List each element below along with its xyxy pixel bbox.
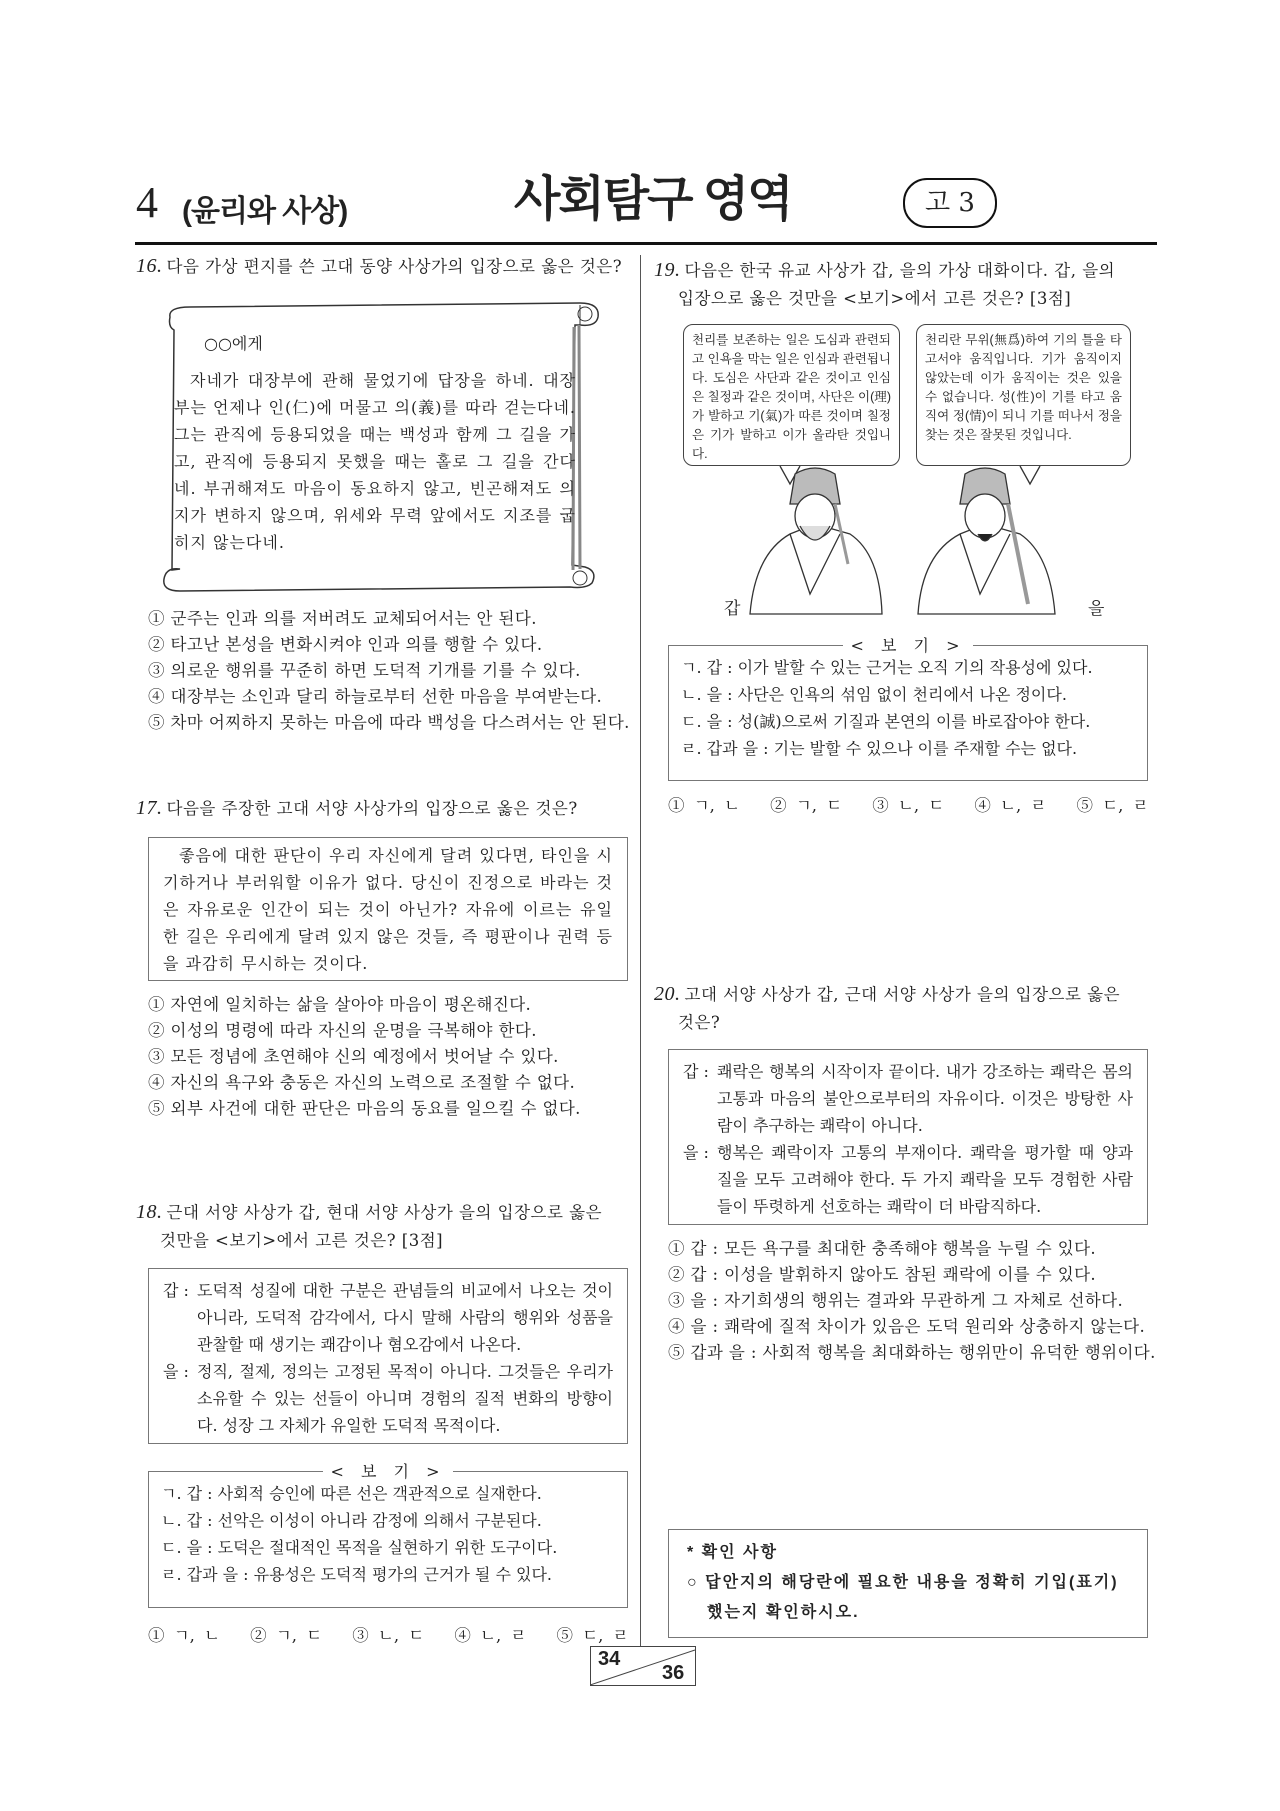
column-divider <box>640 255 641 1655</box>
passage-box-20 <box>668 1049 1148 1225</box>
answers-18 <box>148 1622 659 1646</box>
question-text: 고대 서양 사상가 갑, 근대 서양 사상가 을의 입장으로 옳은 <box>684 985 1121 1004</box>
bogi-item: ㄴ. 을 : 사단은 인욕의 섞임 없이 천리에서 나온 정이다. <box>681 685 1067 704</box>
option-2[interactable]: ② 타고난 본성을 변화시켜야 인과 의를 행할 수 있다. <box>148 635 543 654</box>
options-20 <box>668 1236 1156 1366</box>
page-number: 4 <box>136 178 158 227</box>
option-2[interactable]: ② 이성의 명령에 따라 자신의 운명을 극복해야 한다. <box>148 1021 537 1040</box>
header-rule <box>135 242 1157 245</box>
answer-4[interactable]: ④ ㄴ, ㄹ <box>974 796 1047 815</box>
statement-eul <box>683 1139 1133 1220</box>
statement-gap <box>163 1277 613 1358</box>
option-2[interactable]: ② 갑 : 이성을 발휘하지 않아도 참된 쾌락에 이를 수 있다. <box>668 1265 1097 1284</box>
question-number: 17. <box>136 797 163 819</box>
subject-label: (윤리와 사상) <box>182 195 348 228</box>
statement-gap <box>683 1058 1133 1139</box>
option-4[interactable]: ④ 을 : 쾌락에 질적 차이가 있음은 도덕 원리와 상충하지 않는다. <box>668 1317 1146 1336</box>
bogi-title: < 보 기 > <box>843 636 974 655</box>
speaker-label: 을 : <box>163 1362 189 1381</box>
statement-eul <box>163 1358 613 1439</box>
question-text-cont: 것만을 <보기>에서 고른 것은? [3점] <box>160 1231 444 1250</box>
grade-badge: 고 3 <box>903 178 997 228</box>
passage-text: 좋음에 대한 판단이 우리 자신에게 달려 있다면, 타인을 시기하거나 부러워할 이유가 없다. 당신이 진정으로 바라는 것은 자유로운 인간이 되는 것이 아닌가? 자유에 이르는 유일한 길은 우리에게 달려 있지 않은 것들, 즉 평판이나 권력 등을 과감히 무시하는 것이다. <box>163 846 613 973</box>
notice-box <box>668 1529 1148 1638</box>
option-5[interactable]: ⑤ 갑과 을 : 사회적 행복을 최대화하는 행위만이 유덕한 행위이다. <box>668 1343 1156 1362</box>
label-eul: 을 <box>1088 599 1105 619</box>
notice-title: * 확인 사항 <box>687 1544 778 1561</box>
question-20 <box>654 980 1159 1037</box>
page-title: 사회탐구 영역 <box>514 173 792 226</box>
passage-box-18 <box>148 1268 628 1444</box>
option-5[interactable]: ⑤ 외부 사건에 대한 판단은 마음의 동요를 일으킬 수 없다. <box>148 1099 581 1118</box>
bogi-item: ㄱ. 갑 : 이가 발할 수 있는 근거는 오직 기의 작용성에 있다. <box>681 658 1093 677</box>
speaker-label: 갑 : <box>163 1281 189 1300</box>
answer-2[interactable]: ② ㄱ, ㄷ <box>250 1626 323 1645</box>
bogi-box-18 <box>148 1462 628 1608</box>
option-3[interactable]: ③ 의로운 행위를 꾸준히 하면 도덕적 기개를 기를 수 있다. <box>148 661 581 680</box>
speech-bubble-eul: 천리란 무위(無爲)하여 기의 틀을 타고서야 움직입니다. 기가 움직이지 않았는데 이가 움직이는 것은 있을 수 없습니다. 성(性)이 기를 타고 움직여 정(情)이 되니 기를 떠나서 정을 찾는 것은 잘못된 것입니다. <box>916 324 1131 466</box>
question-text: 다음은 한국 유교 사상가 갑, 을의 가상 대화이다. 갑, 을의 <box>684 261 1116 280</box>
options-17 <box>148 992 581 1122</box>
letter-salutation: ○○에게 <box>204 334 263 353</box>
notice-text-cont: 했는지 확인하시오. <box>707 1604 860 1621</box>
statement-text: 쾌락은 행복의 시작이자 끝이다. 내가 강조하는 쾌락은 몸의 고통과 마음의 불안으로부터의 자유이다. 이것은 방탕한 사람이 추구하는 쾌락이 아니다. <box>717 1062 1133 1135</box>
answer-2[interactable]: ② ㄱ, ㄷ <box>770 796 843 815</box>
letter <box>174 330 576 556</box>
question-16 <box>136 252 636 281</box>
question-text-cont: 것은? <box>678 1013 721 1032</box>
bogi-box-19 <box>668 636 1148 781</box>
option-1[interactable]: ① 자연에 일치하는 삶을 살아야 마음이 평온해진다. <box>148 995 532 1014</box>
speech-bubble-gap: 천리를 보존하는 일은 도심과 관련되고 인욕을 막는 일은 인심과 관련됩니다. 도심은 사단과 같은 것이고 인심은 칠정과 같은 것이며, 사단은 이(理)가 발하고 기(氣)가 따른 것이며 칠정은 기가 발하고 이가 올라탄 것입니다. <box>683 324 900 466</box>
bogi-item: ㄱ. 갑 : 사회적 승인에 따른 선은 객관적으로 실재한다. <box>161 1484 542 1503</box>
bogi-item: ㄷ. 을 : 도덕은 절대적인 목적을 실현하기 위한 도구이다. <box>161 1538 558 1557</box>
bogi-title: < 보 기 > <box>323 1462 454 1481</box>
answer-4[interactable]: ④ ㄴ, ㄹ <box>454 1626 527 1645</box>
option-3[interactable]: ③ 을 : 자기희생의 행위는 결과와 무관하게 그 자체로 선하다. <box>668 1291 1124 1310</box>
question-number: 18. <box>136 1201 163 1223</box>
current-page: 34 <box>598 1648 621 1670</box>
option-4[interactable]: ④ 대장부는 소인과 달리 하늘로부터 선한 마음을 부여받는다. <box>148 687 603 706</box>
speaker-label: 을 : <box>683 1143 709 1162</box>
letter-body: 자네가 대장부에 관해 물었기에 답장을 하네. 대장부는 언제나 인(仁)에 머물고 의(義)를 따라 걷는다네. 그는 관직에 등용되었을 때는 백성과 함께 그 길을 가고, 관직에 등용되지 못했을 때는 홀로 그 길을 간다네. 부귀해져도 마음이 동요하지 않고, 빈곤해져도 의지가 변하지 않으며, 위세와 무력 앞에서도 지조를 굽히지 않는다네. <box>174 371 576 552</box>
bogi-item: ㄴ. 갑 : 선악은 이성이 아니라 감정에 의해서 구분된다. <box>161 1511 542 1530</box>
question-number: 20. <box>654 983 681 1005</box>
question-text: 다음을 주장한 고대 서양 사상가의 입장으로 옳은 것은? <box>166 799 578 818</box>
option-1[interactable]: ① 군주는 인과 의를 저버려도 교체되어서는 안 된다. <box>148 609 537 628</box>
option-4[interactable]: ④ 자신의 욕구와 충동은 자신의 노력으로 조절할 수 없다. <box>148 1073 576 1092</box>
notice-text: ○ 답안지의 해당란에 필요한 내용을 정확히 기입(표기) <box>687 1574 1119 1591</box>
answers-19 <box>668 792 1179 816</box>
total-pages: 36 <box>662 1662 685 1684</box>
passage-box-17 <box>148 837 628 981</box>
bogi-item: ㄷ. 을 : 성(誠)으로써 기질과 본연의 이를 바로잡아야 한다. <box>681 712 1091 731</box>
statement-text: 행복은 쾌락이자 고통의 부재이다. 쾌락을 평가할 때 양과 질을 모두 고려해야 한다. 두 가지 쾌락을 모두 경험한 사람들이 뚜렷하게 선호하는 쾌락이 더 바람직하다. <box>717 1143 1133 1216</box>
answer-5[interactable]: ⑤ ㄷ, ㄹ <box>1076 796 1149 815</box>
statement-text: 정직, 절제, 정의는 고정된 목적이 아니다. 그것들은 우리가 소유할 수 있는 선들이 아니며 경험의 질적 변화의 방향이다. 성장 그 자체가 유일한 도덕적 목적이다. <box>197 1362 613 1435</box>
question-18 <box>136 1198 636 1255</box>
speaker-label: 갑 : <box>683 1062 709 1081</box>
question-text: 다음 가상 편지를 쓴 고대 동양 사상가의 입장으로 옳은 것은? <box>166 257 623 276</box>
question-number: 16. <box>136 255 163 277</box>
label-gap: 갑 <box>724 599 741 619</box>
question-number: 19. <box>654 259 681 281</box>
answer-5[interactable]: ⑤ ㄷ, ㄹ <box>556 1626 629 1645</box>
bogi-item: ㄹ. 갑과 을 : 유용성은 도덕적 평가의 근거가 될 수 있다. <box>161 1565 552 1584</box>
options-16 <box>148 606 630 736</box>
bogi-item: ㄹ. 갑과 을 : 기는 발할 수 있으나 이를 주재할 수는 없다. <box>681 739 1078 758</box>
answer-3[interactable]: ③ ㄴ, ㄷ <box>872 796 945 815</box>
answer-1[interactable]: ① ㄱ, ㄴ <box>668 796 741 815</box>
answer-3[interactable]: ③ ㄴ, ㄷ <box>352 1626 425 1645</box>
statement-text: 도덕적 성질에 대한 구분은 관념들의 비교에서 나오는 것이 아니라, 도덕적 감각에서, 다시 말해 사람의 행위와 성품을 관찰할 때 생기는 쾌감이나 혐오감에서 나온다. <box>197 1281 613 1354</box>
option-5[interactable]: ⑤ 차마 어찌하지 못하는 마음에 따라 백성을 다스려서는 안 된다. <box>148 713 630 732</box>
answer-1[interactable]: ① ㄱ, ㄴ <box>148 1626 221 1645</box>
question-17 <box>136 794 578 823</box>
option-1[interactable]: ① 갑 : 모든 욕구를 최대한 충족해야 행복을 누릴 수 있다. <box>668 1239 1097 1258</box>
question-text: 근대 서양 사상가 갑, 현대 서양 사상가 을의 입장으로 옳은 <box>166 1203 603 1222</box>
question-text-cont: 입장으로 옳은 것만을 <보기>에서 고른 것은? [3점] <box>678 289 1072 308</box>
question-19 <box>654 256 1159 313</box>
option-3[interactable]: ③ 모든 정념에 초연해야 신의 예정에서 벗어날 수 있다. <box>148 1047 559 1066</box>
